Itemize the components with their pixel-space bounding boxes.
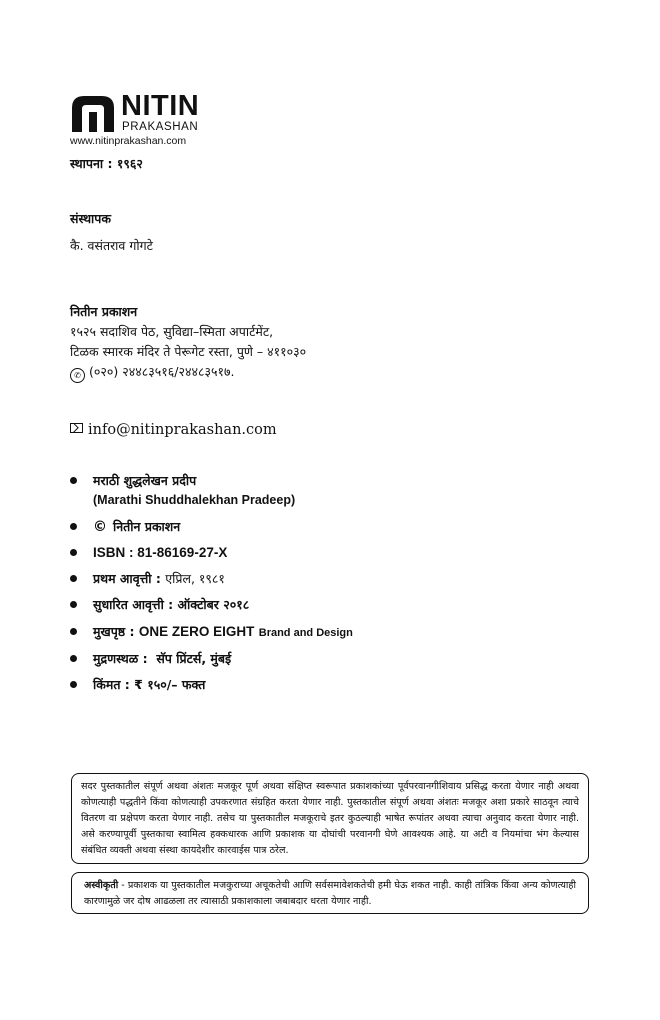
copyright-notice-box [71, 773, 589, 864]
phone-icon: ✆ [70, 368, 85, 383]
address-line-2: टिळक स्मारक मंदिर ते पेरूगेट रस्ता, पुणे – ४११०३० [70, 344, 307, 359]
copyright-icon: © [93, 519, 107, 535]
publisher-name: नितीन प्रकाशन [70, 304, 138, 319]
bullet-icon [70, 523, 77, 530]
disclaimer-box [71, 872, 589, 914]
first-edition-date: एप्रिल, १९८१ [165, 571, 225, 586]
isbn-label: ISBN : [93, 545, 134, 560]
founder-name: कै. वसंतराव गोगटे [70, 238, 153, 253]
bullet-icon [70, 655, 77, 662]
copyright-notice-text: सदर पुस्तकातील संपूर्ण अथवा अंशतः मजकूर पूर्ण अथवा संक्षिप्त स्वरूपात प्रकाशकांच्या पूर्वपरवानगीशिवाय प्रसिद्ध करता येणार नाही अथवा कोणत्याही पद्धतीने किंवा कोणत्याही उपकरणात संग्रहित करता येणार नाही. पुस्तकातील संपूर्ण अथवा अंशतः मजकूर अशा प्रकारे साठवून त्याचे वितरण वा प्रक्षेपण करता येणार नाही. तसेच या पुस्तकातील मजकूराचे इतर कुठल्याही भाषेत रूपांतर अथवा त्याचा अनुवाद करता येणार नाही. असे करण्यापूर्वी पुस्तकाचा स्वामित्व हक्कधारक आणि प्रकाशक या दोघांची परवानगी घेणे आवश्यक आहे. या अटी व नियमांचा भंग केल्यास संबंधित व्यक्ती अथवा संस्था कायदेशीर कारवाईस पात्र ठरेल. [81, 781, 579, 856]
bullet-icon [70, 628, 77, 635]
disclaimer-label: अस्वीकृती [84, 880, 119, 891]
publisher-address-block [70, 304, 306, 388]
envelope-icon [70, 423, 83, 433]
book-title-marathi: मराठी शुद्धलेखन प्रदीप [93, 473, 197, 488]
nitin-logo-mark-icon [70, 94, 116, 132]
cover-designer: ONE ZERO EIGHT [138, 624, 255, 639]
phone-line [70, 364, 306, 383]
bullet-icon [70, 477, 77, 484]
email-address[interactable]: info@nitinprakashan.com [88, 422, 277, 438]
copyright-holder: नितीन प्रकाशन [113, 519, 181, 534]
revised-edition: सुधारित आवृत्ती : ऑक्टोबर २०१८ [93, 597, 250, 612]
bullet-icon [70, 549, 77, 556]
printer-name: सॅप प्रिंटर्स, मुंबई [156, 651, 232, 666]
website-url: www.nitinprakashan.com [70, 135, 187, 147]
disclaimer-text: - प्रकाशक या पुस्तकातील मजकुराच्या अचूकतेची आणि सर्वसमावेशकतेची हमी घेऊ शकत नाही. काही तांत्रिक किंवा अन्य कोणत्याही कारणामुळे जर दोष आढळला तर त्यासाठी प्रकाशकाला जबाबदार धरता येणार नाही. [84, 880, 576, 907]
bullet-icon [70, 681, 77, 688]
book-title-english: (Marathi Shuddhalekhan Pradeep) [93, 493, 296, 507]
cover-designer-suffix: Brand and Design [258, 627, 353, 639]
bullet-icon [70, 575, 77, 582]
address-line-1: १५२५ सदाशिव पेठ, सुविद्या–स्मिता अपार्टमेंट, [70, 324, 274, 339]
first-edition-label: प्रथम आवृत्ती : [93, 571, 161, 586]
email-line [70, 421, 277, 439]
logo-subtitle: PRAKASHAN [122, 121, 199, 133]
price: किंमत : ₹ १५०/– फक्त [93, 677, 206, 692]
printer-label: मुद्रणस्थळ : [93, 651, 148, 666]
cover-label: मुखपृष्ठ : [93, 624, 135, 639]
founder-label: संस्थापक [70, 211, 111, 226]
logo-name: NITIN [121, 90, 200, 122]
isbn-value: 81-86169-27-X [137, 545, 228, 560]
publisher-logo [70, 92, 210, 152]
bullet-icon [70, 601, 77, 608]
founded-year: स्थापना : १९६२ [70, 156, 143, 171]
phone-number: (०२०) २४४८३५१६/२४४८३५१७. [89, 364, 235, 379]
